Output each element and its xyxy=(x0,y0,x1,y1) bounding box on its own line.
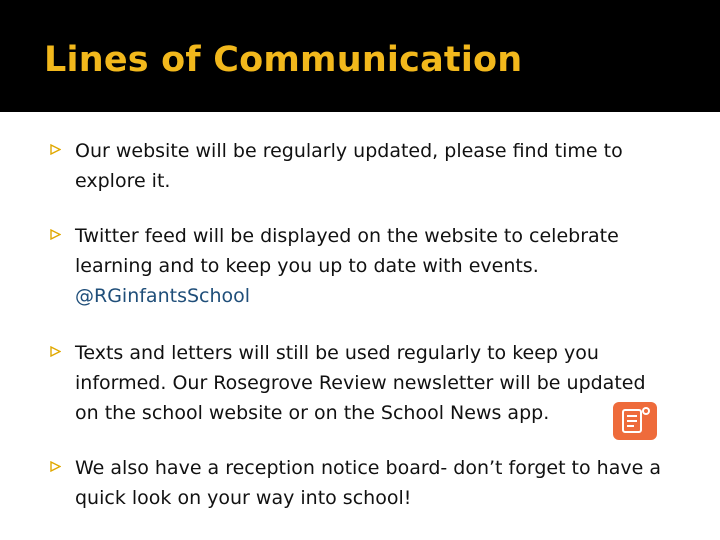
bullet-text xyxy=(75,136,700,196)
bullet-line: informed. Our Rosegrove Review newsletter will be updated xyxy=(75,372,646,394)
bullet-text xyxy=(75,338,700,428)
bullet-item-website xyxy=(50,136,700,196)
bullet-item-newsletter xyxy=(50,338,700,428)
bullet-item-notice-board xyxy=(50,453,700,513)
bullet-line: on the school website or on the School News app. xyxy=(75,402,550,424)
school-news-app-icon xyxy=(613,402,657,440)
hollow-triangle-bullet-icon xyxy=(50,229,61,240)
bullet-line: quick look on your way into school! xyxy=(75,487,412,509)
hollow-triangle-bullet-icon xyxy=(50,346,61,357)
twitter-handle-link[interactable]: @RGinfantsSchool xyxy=(75,285,251,307)
bullet-line: We also have a reception notice board- don’t forget to have a xyxy=(75,457,661,479)
bullet-line: learning and to keep you up to date with events. xyxy=(75,255,539,277)
bullet-text xyxy=(75,221,700,311)
bullet-text xyxy=(75,453,700,513)
bullet-item-twitter xyxy=(50,221,700,311)
bullet-line: Our website will be regularly updated, please find time to xyxy=(75,140,623,162)
slide-title: Lines of Communication xyxy=(44,40,523,80)
bullet-line: Twitter feed will be displayed on the website to celebrate xyxy=(75,225,619,247)
hollow-triangle-bullet-icon xyxy=(50,144,61,155)
bullet-line: explore it. xyxy=(75,170,171,192)
hollow-triangle-bullet-icon xyxy=(50,461,61,472)
bullet-line: Texts and letters will still be used regularly to keep you xyxy=(75,342,599,364)
